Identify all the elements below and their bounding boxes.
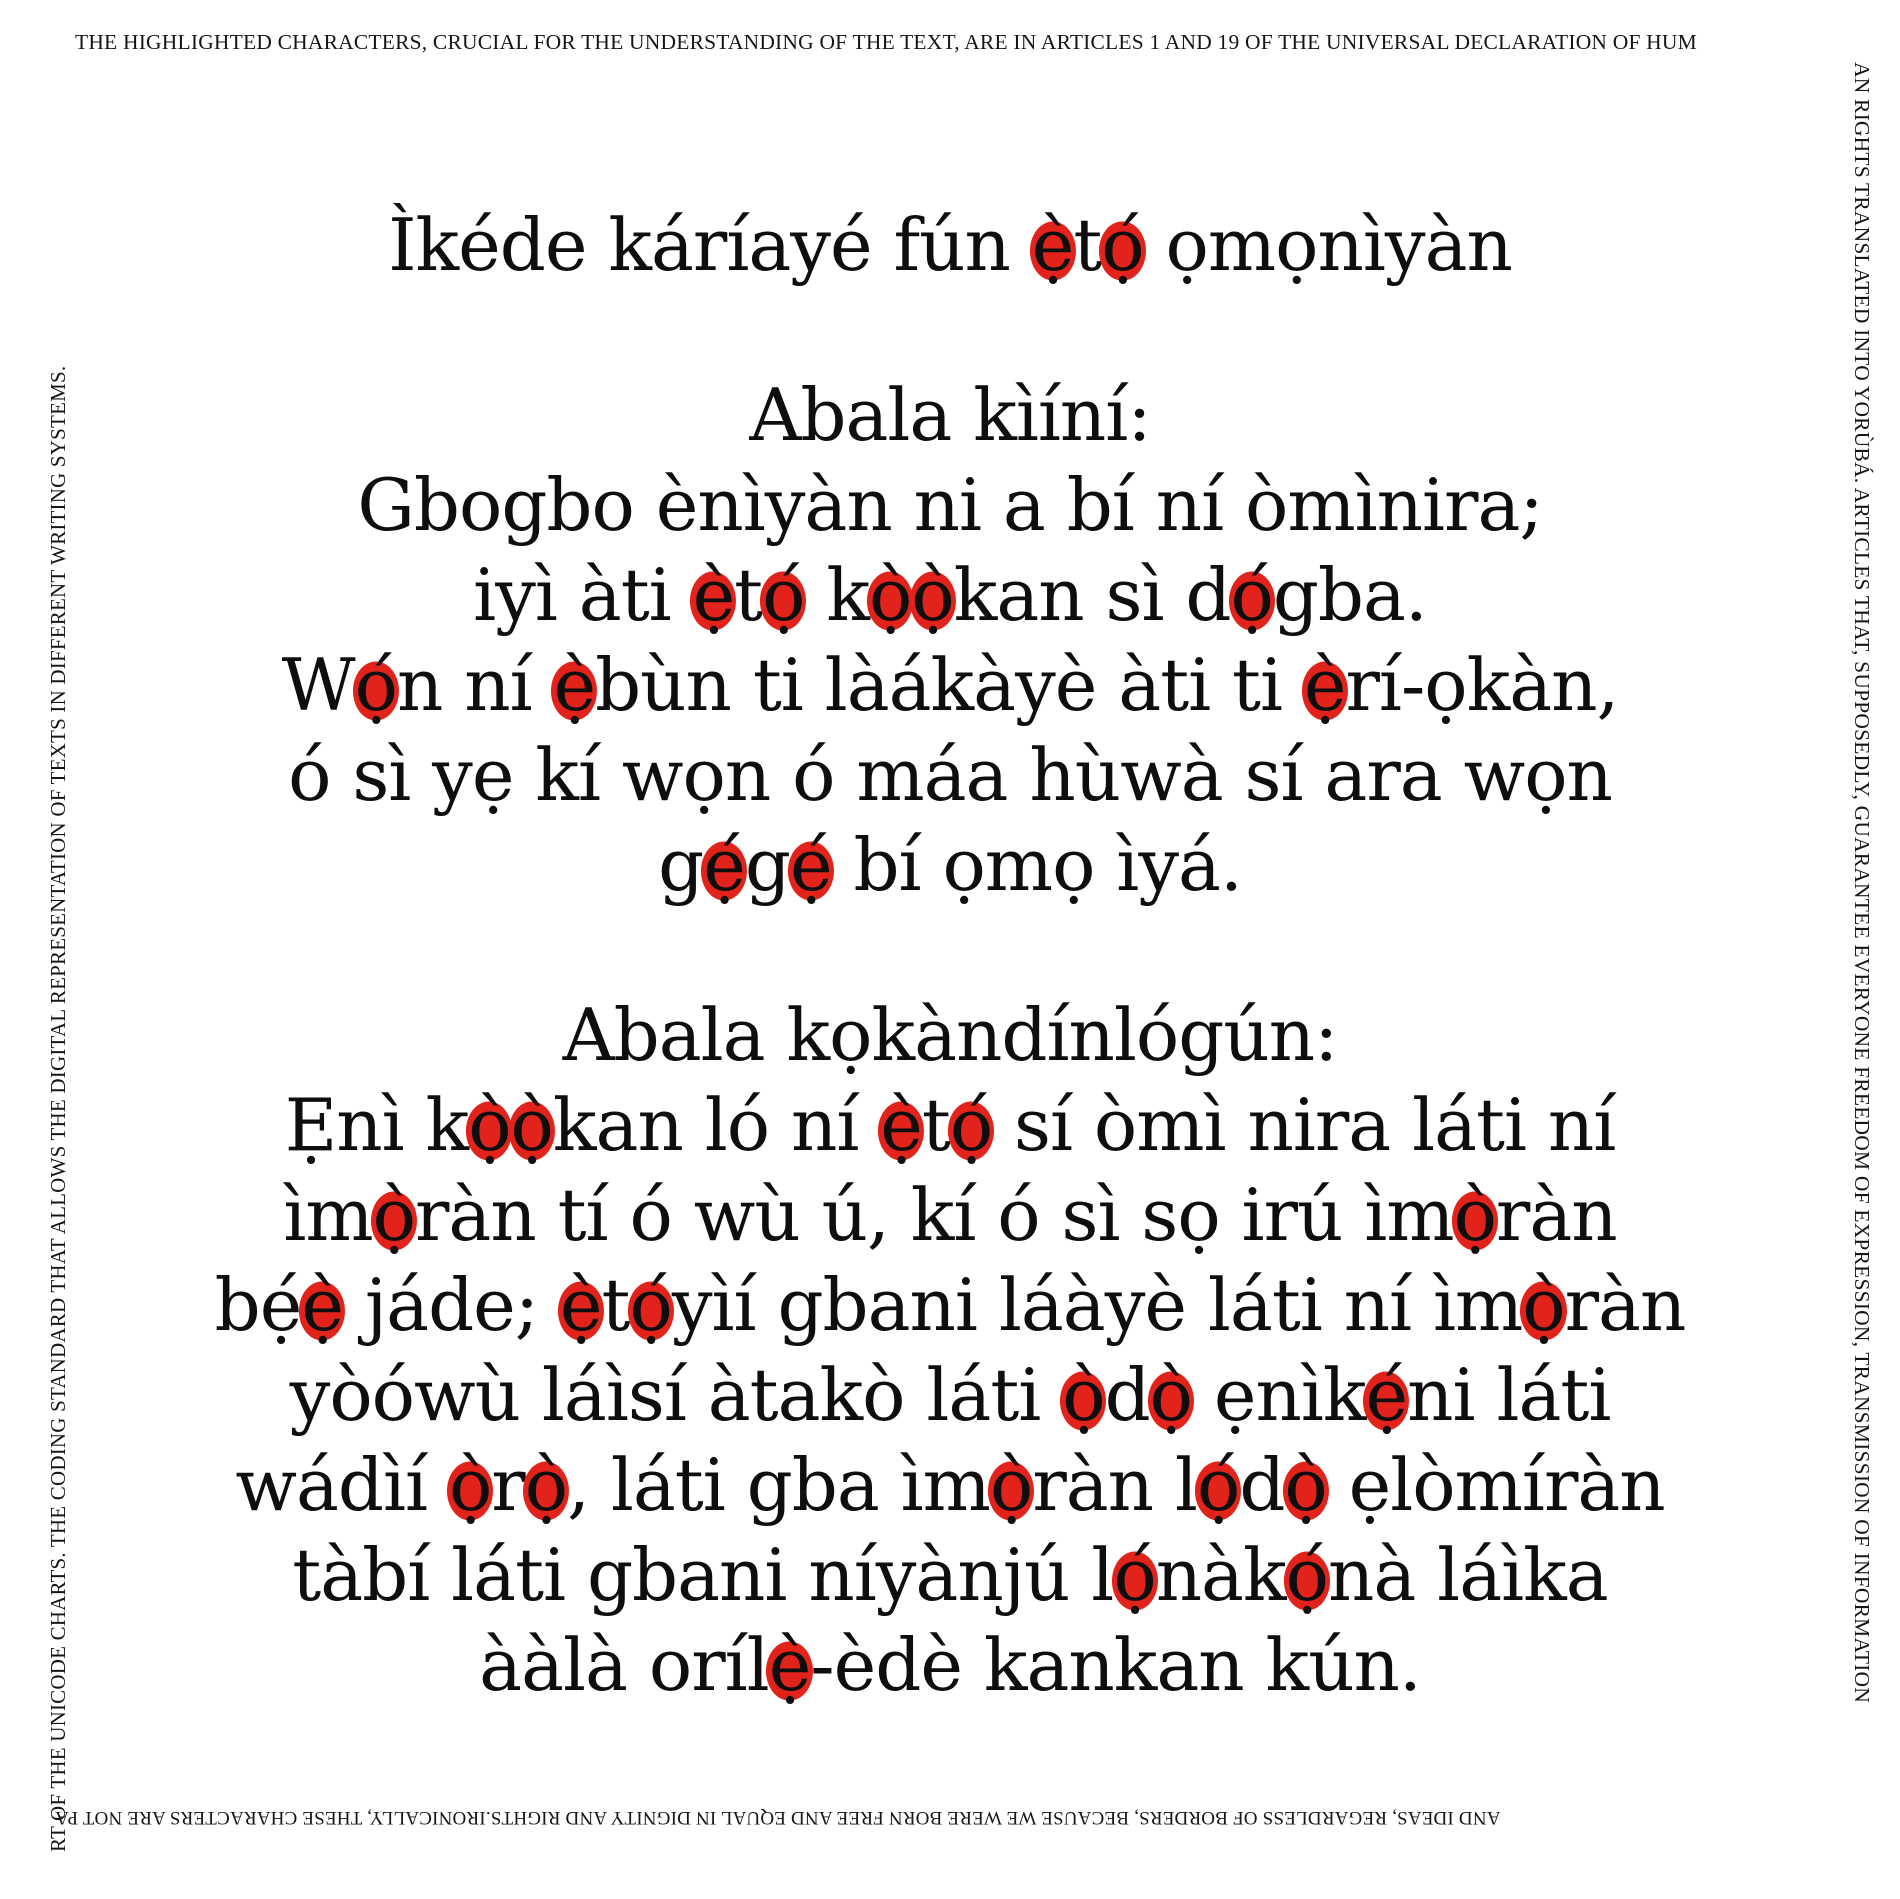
text-line: [60, 820, 1840, 910]
text-segment: ràn tí ó wù ú, kí ó sì sọ irú ìm: [415, 1173, 1454, 1257]
highlighted-char: ẹ̀: [553, 643, 596, 727]
text-segment: ràn l: [1032, 1443, 1197, 1527]
text-segment: ràn: [1495, 1173, 1617, 1257]
highlighted-char: ọ̀: [1062, 1353, 1105, 1437]
text-segment: t: [921, 1083, 950, 1167]
text-segment: d: [1104, 1353, 1150, 1437]
text-segment: ààlà oríl: [479, 1623, 769, 1707]
highlighted-char: ẹ̀: [880, 1083, 922, 1167]
highlighted-char: ẹ̀: [301, 1263, 343, 1347]
text-segment: t: [1073, 203, 1102, 287]
text-segment: k: [804, 553, 869, 637]
text-segment: g: [658, 823, 704, 907]
text-segment: ó sì yẹ kí wọn ó máa hùwà sí ara wọn: [288, 733, 1612, 817]
text-line: [60, 730, 1840, 820]
highlighted-char: ọ́: [762, 553, 805, 637]
highlighted-char: ọ́: [354, 643, 397, 727]
border-text-left: RT OF THE UNICODE CHARTS. THE CODING STANDARD THAT ALLOWS THE DIGITAL REPRESENTATION OF TEXTS IN DIFFERENT WRITING SYSTEMS.: [46, 365, 70, 1852]
highlighted-char: ọ̀: [989, 1443, 1033, 1527]
highlighted-char: ọ́: [1285, 1533, 1328, 1617]
text-segment: t: [734, 553, 763, 637]
text-line: [60, 1170, 1840, 1260]
text-line: [60, 1080, 1840, 1170]
highlighted-char: ọ̀: [510, 1083, 553, 1167]
border-text-bottom: AND IDEAS, REGARDLESS OF BORDERS, BECAUSE WE WERE BORN FREE AND EQUAL IN DIGNITY AND RIGHTS.IRONICALLY, THESE CHARACTERS ARE NOT PA: [55, 1807, 1501, 1828]
highlighted-char: ọ̀: [868, 553, 912, 637]
highlighted-char: ọ̀: [1522, 1263, 1565, 1347]
spacer-line: [60, 910, 1840, 990]
highlighted-char: ọ́: [629, 1263, 672, 1347]
border-text-top: THE HIGHLIGHTED CHARACTERS, CRUCIAL FOR THE UNDERSTANDING OF THE TEXT, ARE IN ARTICLES 1 AND 19 OF THE UNIVERSAL DECLARATION OF HUM: [75, 30, 1697, 54]
highlighted-char: ẹ̀: [768, 1623, 811, 1707]
title-line: [60, 200, 1840, 290]
highlighted-char: ọ̀: [1149, 1353, 1193, 1437]
text-segment: iyì àti: [473, 553, 693, 637]
text-segment: ni láti: [1407, 1353, 1611, 1437]
text-segment: kan ló ní: [552, 1083, 881, 1167]
text-segment: tàbí láti gbani níyànjú l: [292, 1533, 1114, 1617]
text-line: [60, 1530, 1840, 1620]
text-segment: n ní: [396, 643, 554, 727]
text-segment: gba.: [1272, 553, 1427, 637]
text-segment: kan sì d: [953, 553, 1231, 637]
text-segment: g: [744, 823, 790, 907]
text-segment: ẹnìk: [1192, 1353, 1366, 1437]
text-line: [60, 550, 1840, 640]
main-text: [60, 200, 1840, 1710]
border-text-right: AN RIGHTS TRANSLATED INTO YORÙBÁ. ARTICLES THAT, SUPPOSEDLY, GUARANTEE EVERYONE FREEDOM OF EXPRESSION, TRANSMISSION OF INFORMATION: [1850, 62, 1874, 1703]
text-segment: , láti gba ìm: [567, 1443, 990, 1527]
highlighted-char: ọ̀: [911, 553, 954, 637]
highlighted-char: ẹ́: [1365, 1353, 1408, 1437]
highlighted-char: ọ̀: [448, 1443, 492, 1527]
article-1-heading: [60, 370, 1840, 460]
highlighted-char: ọ́: [1196, 1443, 1240, 1527]
highlighted-char: ọ̀: [1284, 1443, 1327, 1527]
text-segment: Gbogbo ènìyàn ni a bí ní òmìnira;: [357, 463, 1543, 547]
highlighted-char: ẹ́: [789, 823, 832, 907]
article-19-heading: [60, 990, 1840, 1080]
text-segment: -èdè kankan kún.: [810, 1623, 1421, 1707]
text-segment: wádìí: [235, 1443, 449, 1527]
highlighted-char: ọ́: [1113, 1533, 1156, 1617]
text-segment: t: [601, 1263, 630, 1347]
highlighted-char: ọ̀: [1453, 1173, 1496, 1257]
highlighted-char: ọ̀: [524, 1443, 568, 1527]
highlighted-char: ọ́: [1101, 203, 1144, 287]
highlighted-char: ọ́: [1230, 553, 1273, 637]
highlighted-char: ẹ̀: [1303, 643, 1346, 727]
text-segment: bí ọmọ ìyá.: [831, 823, 1242, 907]
highlighted-char: ẹ́: [703, 823, 745, 907]
text-segment: yòówù láìsí àtakò láti: [289, 1353, 1063, 1437]
highlighted-char: ẹ̀: [559, 1263, 602, 1347]
text-segment: bùn ti làákàyè àti ti: [595, 643, 1304, 727]
text-segment: d: [1239, 1443, 1285, 1527]
text-segment: ràn: [1564, 1263, 1686, 1347]
highlighted-char: ọ̀: [468, 1083, 511, 1167]
highlighted-char: ọ̀: [372, 1173, 416, 1257]
text-segment: ẹlòmíràn: [1326, 1443, 1665, 1527]
text-line: [60, 1350, 1840, 1440]
text-segment: nàk: [1155, 1533, 1286, 1617]
text-segment: Abala kọkàndínlógún:: [562, 993, 1338, 1077]
text-line: [60, 1620, 1840, 1710]
text-segment: yìí gbani láàyè láti ní ìm: [671, 1263, 1523, 1347]
text-segment: W: [281, 643, 355, 727]
text-segment: rí-ọkàn,: [1345, 643, 1619, 727]
text-line: [60, 1440, 1840, 1530]
text-line: [60, 460, 1840, 550]
text-line: [60, 640, 1840, 730]
spacer-line: [60, 290, 1840, 370]
text-segment: Abala kìíní:: [749, 373, 1151, 457]
highlighted-char: ọ́: [949, 1083, 993, 1167]
text-line: [60, 1260, 1840, 1350]
text-segment: sí òmì nira láti ní: [992, 1083, 1616, 1167]
text-segment: jáde;: [342, 1263, 560, 1347]
text-segment: Ẹnì k: [284, 1083, 469, 1167]
text-segment: r: [491, 1443, 525, 1527]
text-segment: nà láìka: [1327, 1533, 1608, 1617]
highlighted-char: ẹ̀: [692, 553, 735, 637]
text-segment: Ìkéde káríayé fún: [388, 203, 1032, 287]
text-segment: ìm: [283, 1173, 373, 1257]
text-segment: ọmọnìyàn: [1143, 203, 1512, 287]
highlighted-char: ẹ̀: [1031, 203, 1074, 287]
text-segment: bẹ́: [214, 1263, 302, 1347]
